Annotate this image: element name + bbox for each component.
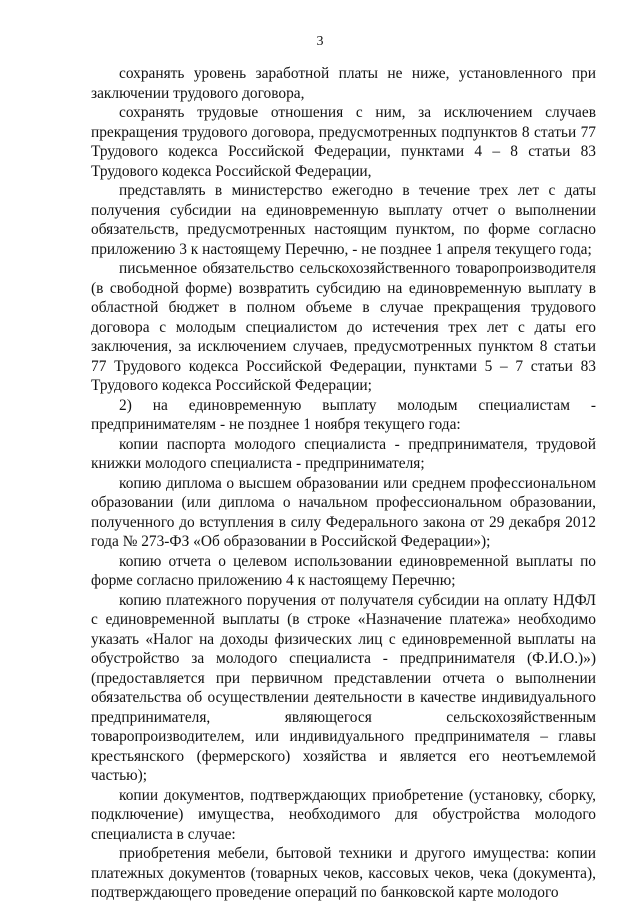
paragraph: копию отчета о целевом использовании единовременной выплаты по форме согласно приложению 4 к настоящему Перечню; bbox=[91, 552, 596, 589]
paragraph: представлять в министерство ежегодно в течение трех лет с даты получения субсидии на единовременную выплату отчет о выполнении обязательств, предусмотренных настоящим пунктом, по форме согласно приложению 3 к настоящему Перечню, - не позднее 1 апреля текущего года; bbox=[91, 182, 596, 258]
paragraph: 2) на единовременную выплату молодым специалистам - предпринимателям - не позднее 1 ноября текущего года: bbox=[91, 396, 596, 433]
paragraph: сохранять уровень заработной платы не ниже, установленного при заключении трудового договора, bbox=[91, 65, 596, 102]
paragraph: копию платежного поручения от получателя субсидии на оплату НДФЛ с единовременной выплаты (в строке «Назначение платежа» необходимо указать «Налог на доходы физических лиц с единовременной выплаты на обустройство за молодого специалиста - предпринимателя (Ф.И.О.)») (предоставляется при первичном представлении отчета о выполнении обязательства об осуществлении деятельности в качестве индивидуального предпринимателя, являющегося сельскохозяйственным товаропроизводителем, или индивидуального предпринимателя – главы крестьянского (фермерского) хозяйства и является его неотъемлемой частью); bbox=[91, 591, 596, 784]
document-body bbox=[91, 64, 596, 903]
paragraph: сохранять трудовые отношения с ним, за исключением случаев прекращения трудового договора, предусмотренных подпунктов 8 статьи 77 Трудового кодекса Российской Федерации, пунктами 4 – 8 статьи 83 Трудового кодекса Российской Федерации, bbox=[91, 104, 596, 180]
paragraph: копию диплома о высшем образовании или среднем профессиональном образовании (или диплома о начальном профессиональном образовании, полученного до вступления в силу Федерального закона от 29 декабря 2012 года № 273-ФЗ «Об образовании в Российской Федерации»); bbox=[91, 474, 596, 550]
paragraph: копии паспорта молодого специалиста - предпринимателя, трудовой книжки молодого специалиста - предпринимателя; bbox=[91, 435, 596, 472]
paragraph: копии документов, подтверждающих приобретение (установку, сборку, подключение) имущества, необходимого для обустройства молодого специалиста в случае: bbox=[91, 786, 596, 843]
paragraph: приобретения мебели, бытовой техники и другого имущества: копии платежных документов (товарных чеков, кассовых чеков, чека (документа), подтверждающего проведение операций по банковской карте молодого bbox=[91, 845, 596, 901]
paragraph: письменное обязательство сельскохозяйственного товаропроизводителя (в свободной форме) возвратить субсидию на единовременную выплату в областной бюджет в полном объеме в случае прекращения трудового договора с молодым специалистом до истечения трех лет с даты его заключения, за исключением случаев, предусмотренных пунктом 8 статьи 77 Трудового кодекса Российской Федерации, пунктами 5 – 7 статьи 83 Трудового кодекса Российской Федерации; bbox=[91, 260, 596, 394]
page-number: 3 bbox=[316, 34, 324, 49]
